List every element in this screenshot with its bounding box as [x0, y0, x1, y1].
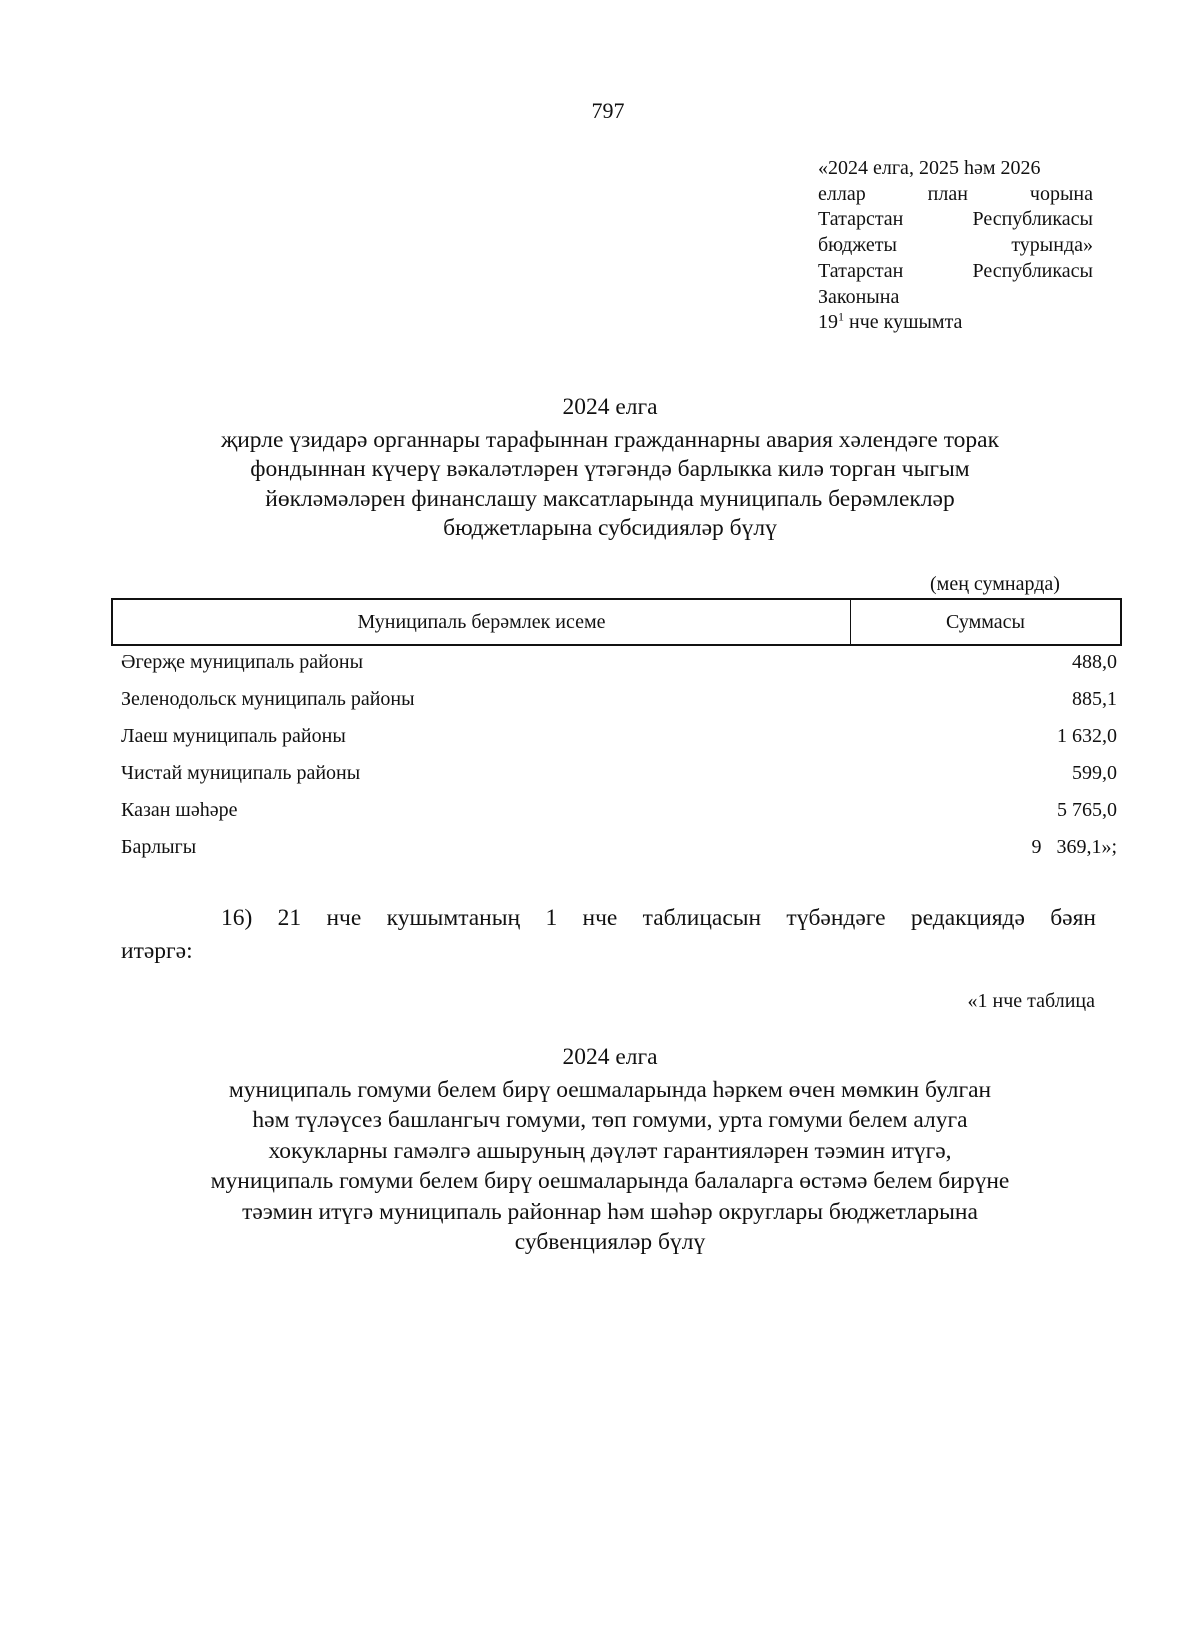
table-header [111, 598, 1122, 646]
header-annex-line [818, 310, 1093, 336]
table-row [121, 758, 1117, 795]
title-line-3: йөкләмәләрен финанслашу максатларында муниципаль берәмлекләр [265, 485, 955, 512]
row-value: 5 765,0 [1057, 799, 1117, 821]
title-line-2: һәм түләүсез башлангыч гомуми, төп гомуми, урта гомуми белем алуга [252, 1107, 968, 1133]
row-value: 1 632,0 [1057, 725, 1117, 747]
header-line-1: «2024 елга, 2025 һәм 2026 [818, 157, 1041, 179]
header-line-4: бюджеты турында» [818, 234, 1093, 257]
table-body [121, 647, 1117, 869]
table-label: «1 нче таблица [967, 990, 1095, 1012]
header-line-5: Татарстан Республикасы [818, 259, 1093, 282]
table-row [121, 795, 1117, 832]
annex-superscript: 1 [838, 309, 844, 324]
row-name: Чистай муниципаль районы [121, 762, 361, 784]
header-line-3: Татарстан Республикасы [818, 208, 1093, 231]
row-value: 885,1 [1072, 688, 1117, 710]
page-number: 797 [591, 98, 625, 123]
paragraph-line-1: 16) 21 нче кушымтаның 1 нче таблицасын түбәндәге редакциядә бәян [221, 905, 1096, 931]
row-value: 9 369,1»; [1031, 836, 1117, 858]
row-name: Барлыгы [121, 836, 197, 858]
header-line-6: Законына [818, 285, 900, 308]
row-name: Әгерҗе муниципаль районы [121, 651, 364, 673]
annex-number: 19 [818, 311, 838, 334]
unit-note: (мең сумнарда) [930, 573, 1060, 595]
title-line-6: субвенцияләр бүлү [514, 1229, 706, 1255]
title-line-4: муниципаль гомуми белем бирү оешмаларында балаларга өстәмә белем бирүне [210, 1168, 1010, 1194]
paragraph-line-2: итәргә: [121, 938, 193, 964]
title-line-1: җирле үзидарә органнары тарафыннан гражданнарны авария хәлендәге торак [220, 426, 1000, 453]
column-header-name: Муниципаль берәмлек исеме [113, 600, 851, 644]
column-header-sum: Суммасы [946, 610, 1025, 633]
title-line-2: фондыннан күчерү вәкаләтләрен үтәгәндә барлыкка килә торган чыгым [250, 456, 970, 482]
row-value: 488,0 [1072, 651, 1117, 673]
row-name: Казан шәһәре [121, 799, 238, 821]
amendment-paragraph [121, 902, 1096, 968]
title-line-3: хокукларны гамәлгә ашыруның дәүләт гарантияләрен тәэмин итүгә, [268, 1137, 952, 1164]
table-row [121, 647, 1117, 684]
section-title-subsidies [110, 393, 1110, 544]
header-line-2: еллар план чорына [818, 182, 1093, 205]
title-line-4: бюджетларына субсидияләр бүлү [443, 515, 777, 541]
annex-text: нче кушымта [844, 311, 963, 334]
title-line-1: муниципаль гомуми белем бирү оешмаларында һәркем өчен мөмкин булган [228, 1076, 992, 1103]
table-row [121, 721, 1117, 758]
row-name: Зеленодольск муниципаль районы [121, 688, 415, 710]
table-row [121, 684, 1117, 721]
title-year: 2024 елга [562, 1044, 658, 1070]
title-line-5: тәэмин итүгә муниципаль районнар һәм шәһәр округлары бюджетларына [242, 1198, 978, 1225]
law-reference-header [818, 156, 1093, 336]
row-value: 599,0 [1072, 762, 1117, 784]
row-name: Лаеш муниципаль районы [121, 725, 346, 747]
section-title-subventions [110, 1042, 1110, 1258]
title-year: 2024 елга [562, 394, 658, 420]
table-row-total [121, 832, 1117, 869]
